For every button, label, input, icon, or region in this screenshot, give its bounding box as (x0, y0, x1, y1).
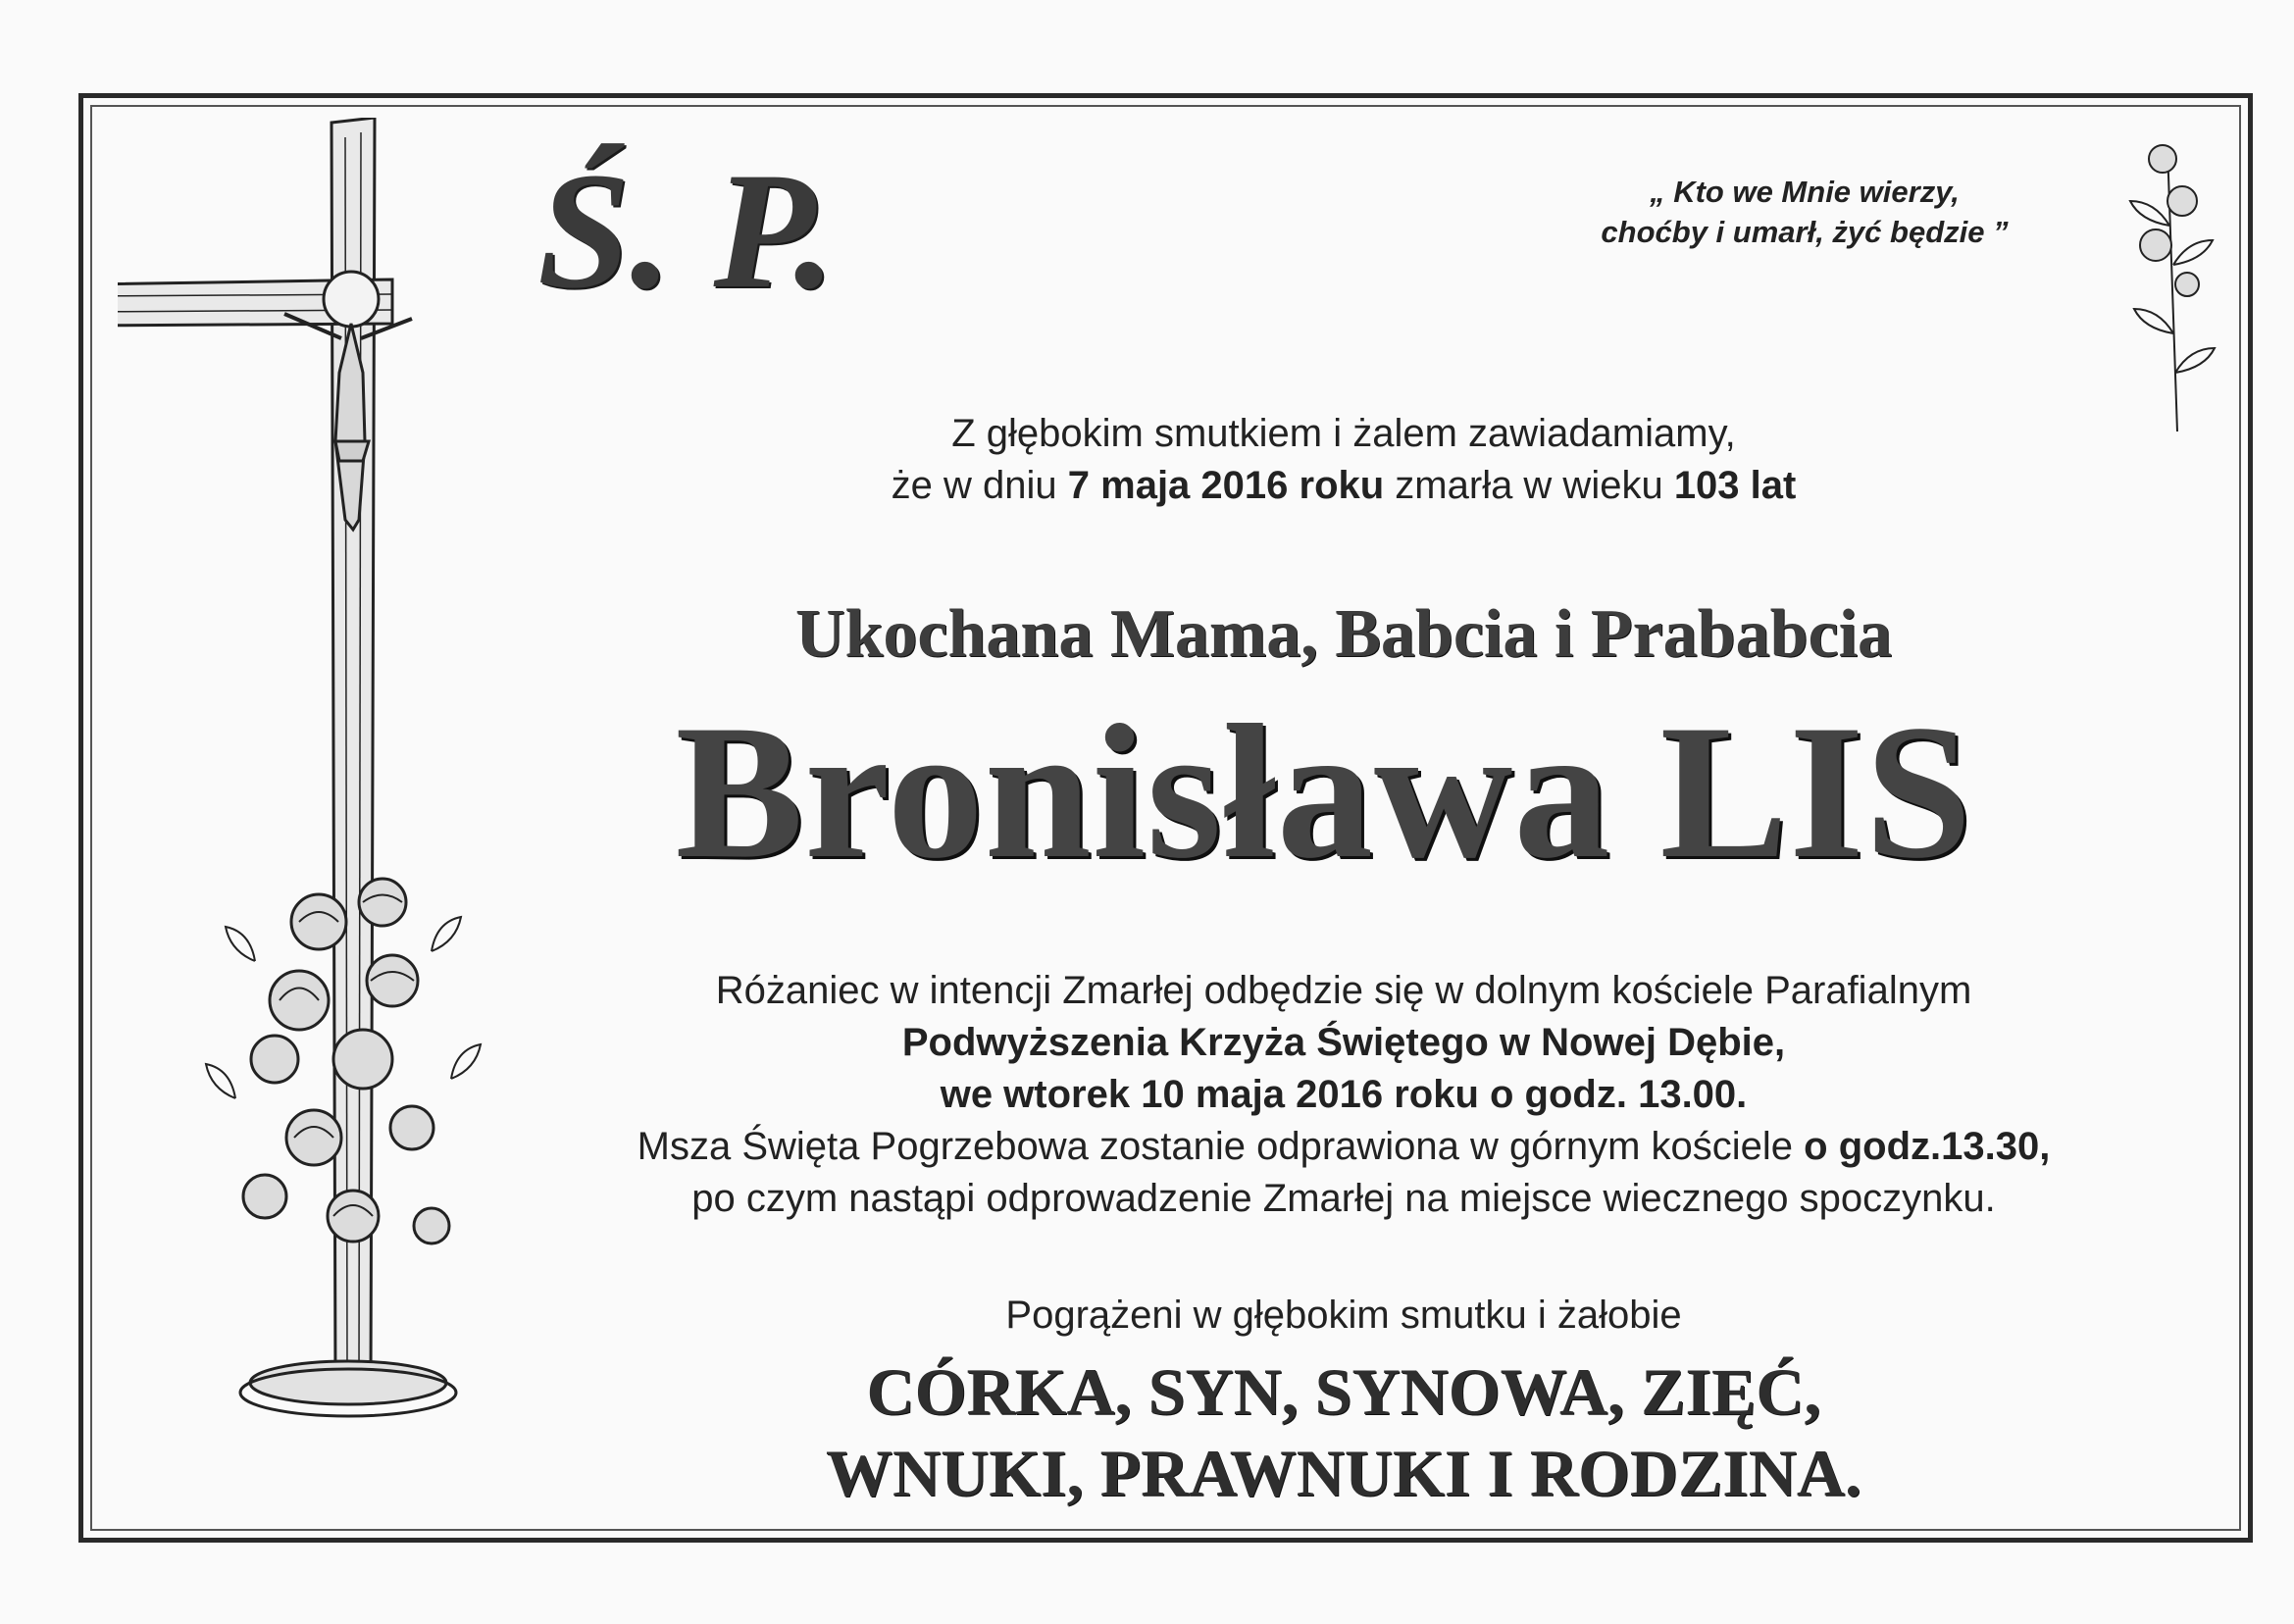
funeral-details (530, 965, 2158, 1225)
death-announcement (530, 408, 2158, 512)
date-of-death: 7 maja 2016 roku (1067, 464, 1385, 507)
funeral-line-4: Msza Święta Pogrzebowa zostanie odprawiona w górnym kościele o godz.13.30, (637, 1125, 2051, 1168)
bible-quote (1550, 172, 2060, 252)
mourners-list (530, 1351, 2158, 1514)
intro-line-1: Z głębokim smutkiem i żalem zawiadamiamy, (951, 412, 1736, 455)
funeral-line-2: Podwyższenia Krzyża Świętego w Nowej Dębie, (901, 1021, 1786, 1064)
rose-stem-icon (2109, 137, 2236, 441)
sp-heading: Ś. P. (537, 138, 836, 323)
quote-line-2: choćby i umarł, żyć będzie ” (1601, 215, 2009, 249)
funeral-line-3: we wtorek 10 maja 2016 roku o godz. 13.00. (940, 1073, 1748, 1116)
funeral-line-1: Różaniec w intencji Zmarłej odbędzie się w dolnym kościele Parafialnym (715, 969, 1972, 1012)
mourners-intro: Pogrążeni w głębokim smutku i żałobie (1005, 1294, 1682, 1337)
funeral-line-5: po czym nastąpi odprowadzenie Zmarłej na miejsce wiecznego spoczynku. (691, 1177, 1996, 1220)
mass-time: o godz.13.30, (1804, 1125, 2051, 1168)
quote-line-1: „ Kto we Mnie wierzy, (1650, 175, 1960, 209)
mourners-line-2: WNUKI, PRAWNUKI I RODZINA. (826, 1436, 1861, 1510)
mourners-line-1: CÓRKA, SYN, SYNOWA, ZIĘĆ, (866, 1354, 1821, 1429)
intro-line-2: że w dniu 7 maja 2016 roku zmarła w wieku 103 lat (891, 464, 1797, 507)
family-relation: Ukochana Mama, Babcia i Prababcia (794, 596, 1893, 672)
deceased-name: Bronisława LIS (675, 685, 1973, 898)
age-at-death: 103 lat (1673, 464, 1797, 507)
